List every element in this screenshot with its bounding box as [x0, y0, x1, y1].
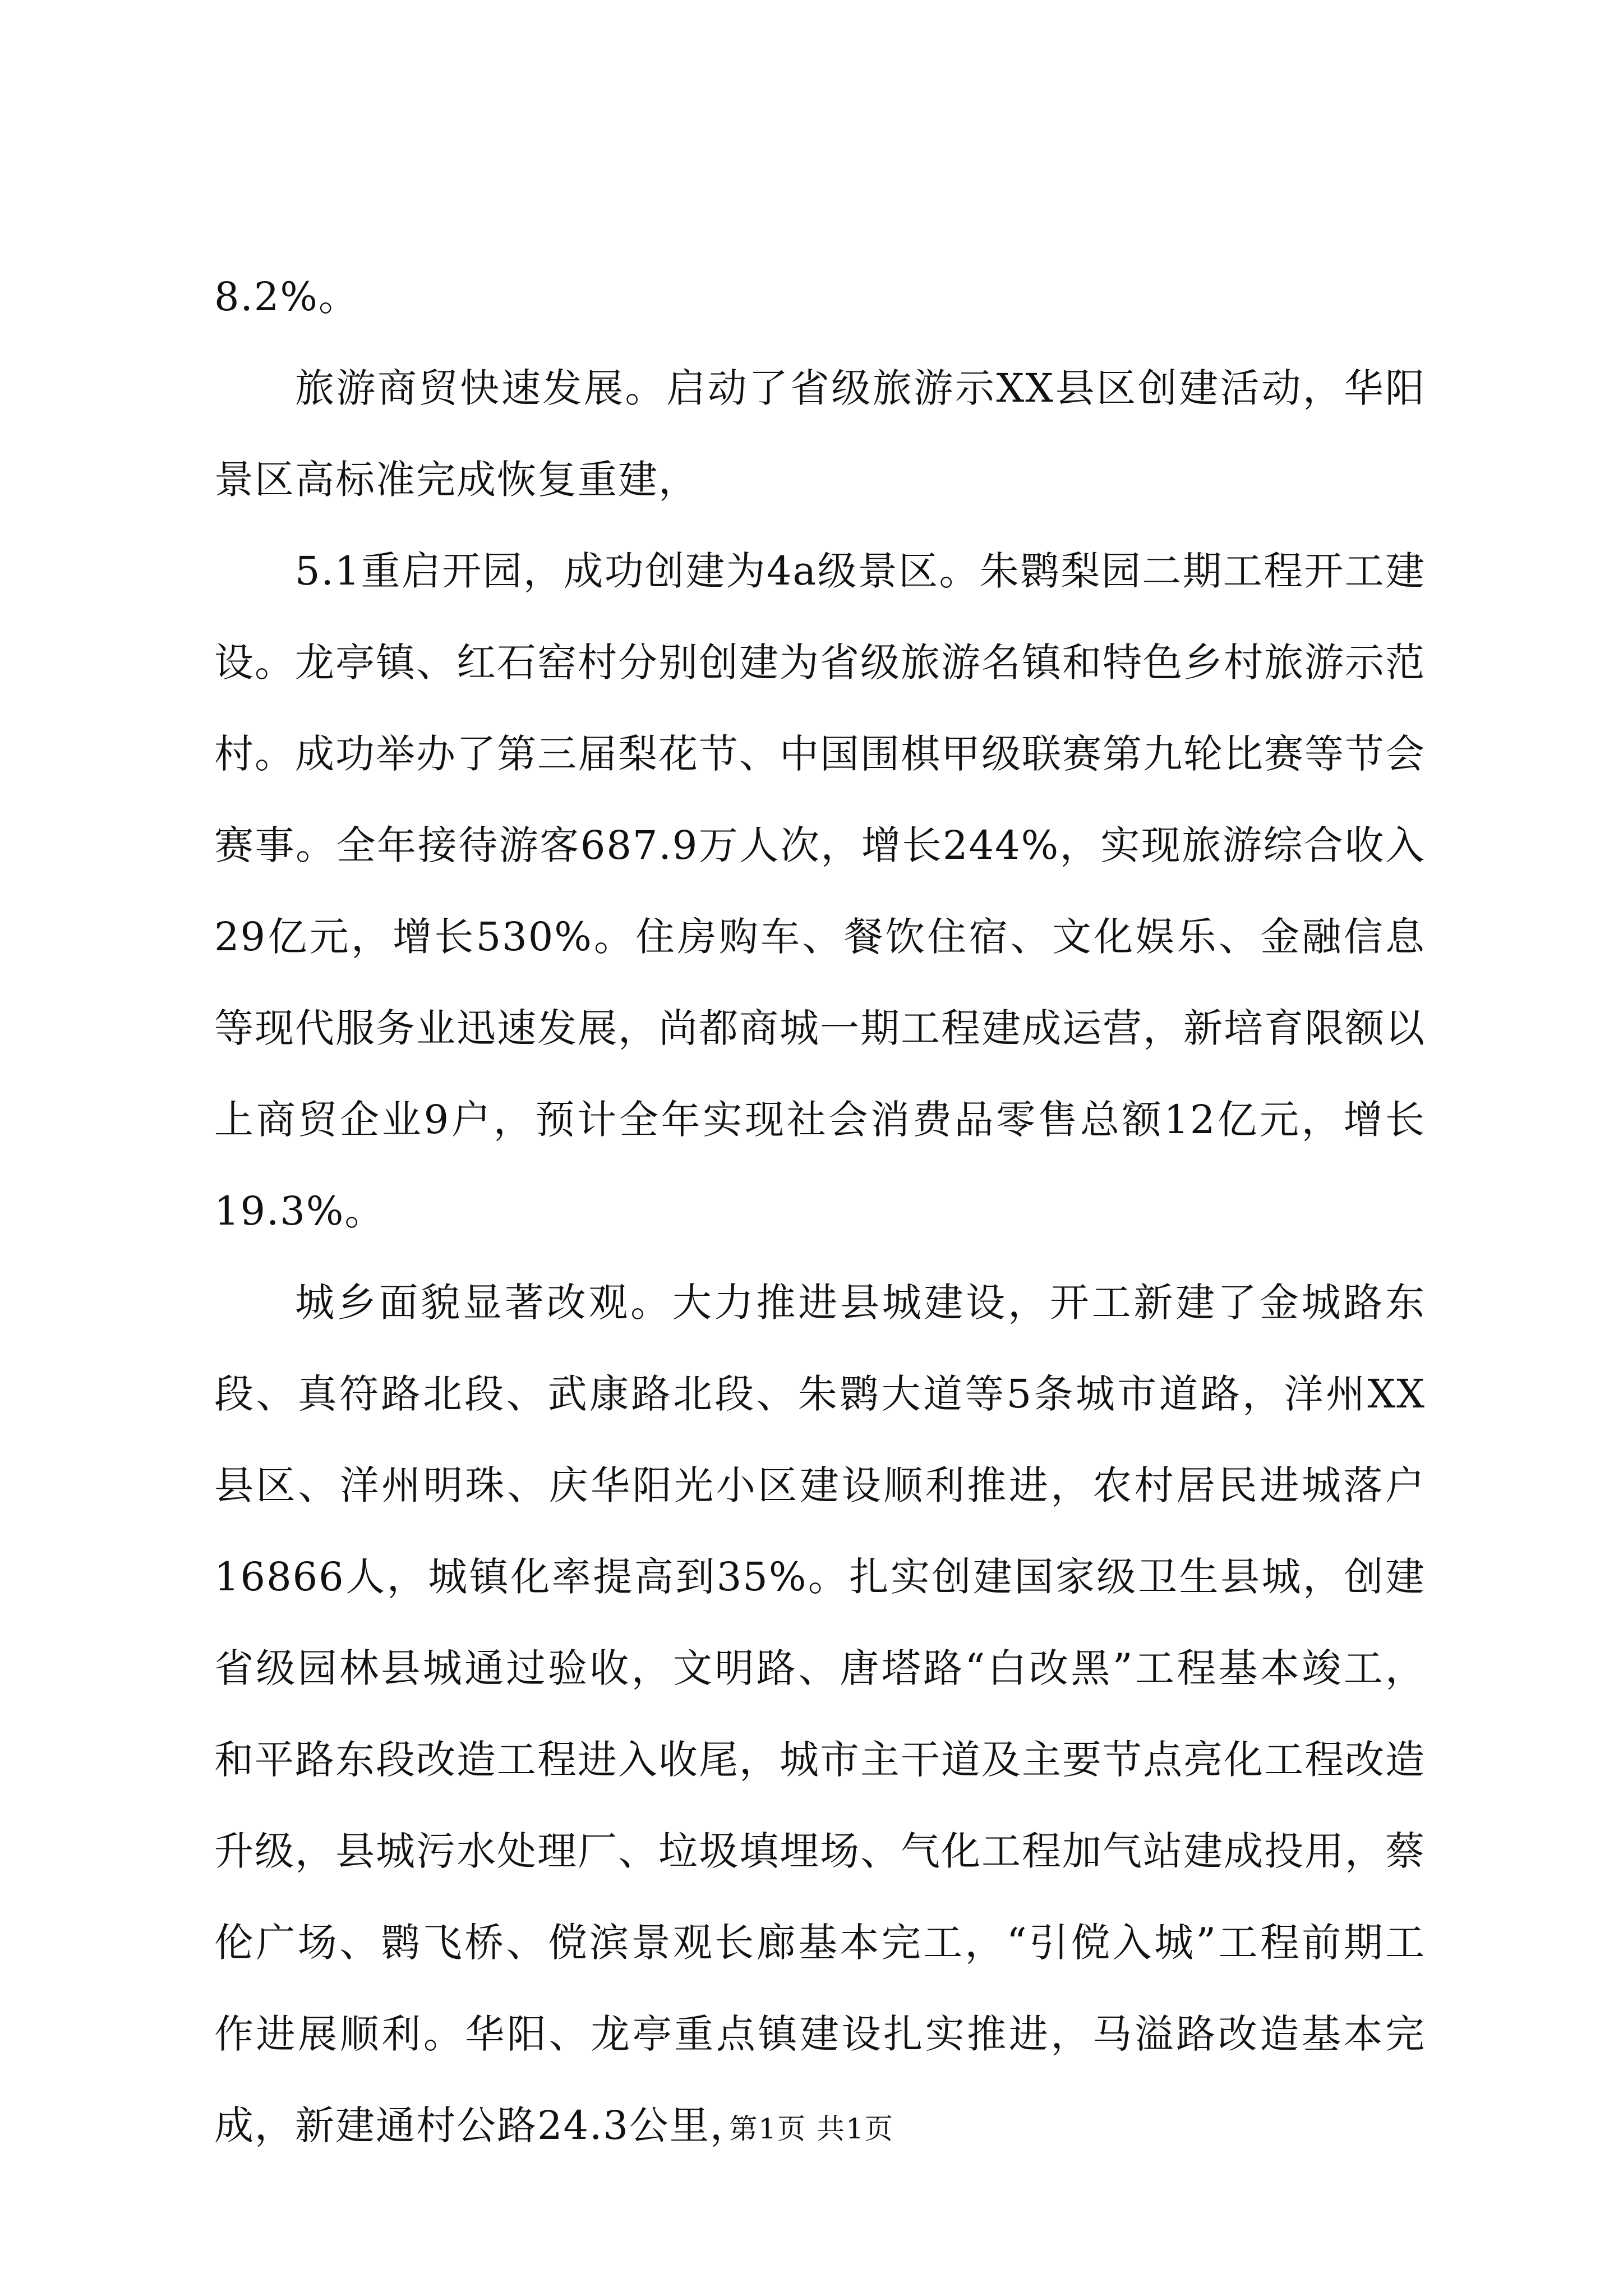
paragraph-4: 城乡面貌显著改观。大力推进县城建设，开工新建了金城路东段、真符路北段、武康路北段、朱鹮大道等5条城市道路，洋州XX县区、洋州明珠、庆华阳光小区建设顺利推进，农村居民进城落户16866人，城镇化率提高到35%。扎实创建国家级卫生县城，创建省级园林县城通过验收，文明路、唐塔路“白改黑”工程基本竣工，和平路东段改造工程进入收尾，城市主干道及主要节点亮化工程改造升级，县城污水处理厂、垃圾填埋场、气化工程加气站建成投用，蔡伦广场、鹮飞桥、傥滨景观长廊基本完工，“引傥入城”工程前期工作进展顺利。华阳、龙亭重点镇建设扎实推进，马溢路改造基本完成，新建通村公路24.3公里，: [214, 1280, 1426, 2148]
paragraph-2: 旅游商贸快速发展。启动了省级旅游示XX县区创建活动，华阳景区高标准完成恢复重建，: [214, 365, 1426, 503]
page-footer: 第1页 共1页: [729, 2113, 894, 2145]
paragraph-1: 8.2%。: [214, 274, 359, 320]
document-body: [214, 251, 1426, 2171]
paragraph-3: 5.1重启开园，成功创建为4a级景区。朱鹮梨园二期工程开工建设。龙亭镇、红石窑村分别创建为省级旅游名镇和特色乡村旅游示范村。成功举办了第三届梨花节、中国围棋甲级联赛第九轮比赛等节会赛事。全年接待游客687.9万人次，增长244%，实现旅游综合收入29亿元，增长530%。住房购车、餐饮住宿、文化娱乐、金融信息等现代服务业迅速发展，尚都商城一期工程建成运营，新培育限额以上商贸企业9户，预计全年实现社会消费品零售总额12亿元，增长19.3%。: [214, 548, 1426, 1234]
